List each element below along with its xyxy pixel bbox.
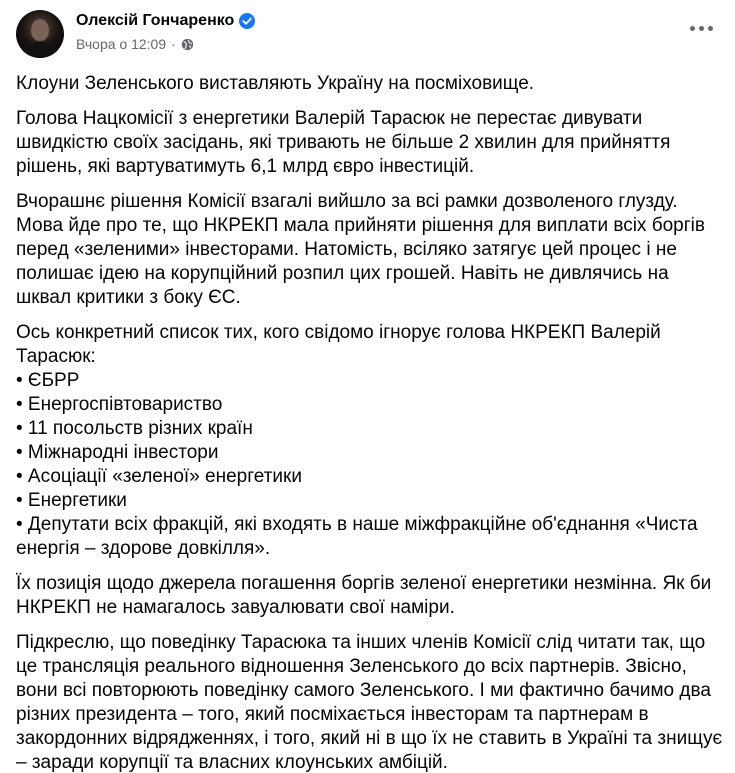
text-line: різних президента – того, який посміхається інвесторам та партнерам в (16, 704, 649, 725)
post-timestamp[interactable]: Вчора о 12:09 (76, 36, 167, 52)
verified-badge-icon (239, 13, 255, 29)
text-line: Підкреслю, що поведінку Тарасюка та інших членів Комісії слід читати так, що (16, 632, 706, 653)
text-line: Тарасюк: (16, 346, 96, 367)
avatar-face (31, 19, 49, 41)
list-item: • Міжнародні інвестори (16, 442, 219, 463)
more-dot (690, 26, 695, 31)
post-meta (76, 36, 194, 52)
list-item: • Асоціації «зеленої» енергетики (16, 466, 302, 487)
text-line: Голова Нацкомісії з енергетики Валерій Тарасюк не перестає дивувати (16, 108, 643, 129)
paragraph-2 (16, 107, 726, 179)
paragraph-6 (16, 631, 726, 773)
more-horizontal-icon[interactable] (683, 16, 719, 40)
paragraph-4 (16, 321, 726, 561)
author-name[interactable]: Олексій Гончаренко (76, 12, 235, 29)
text-line: це трансляція реального відношення Зеленського до всіх партнерів. Звісно, (16, 656, 687, 677)
text-line: – заради корупції та власних клоунських амбіцій. (16, 752, 448, 773)
text-line: рішень, які вартуватимуть 6,1 млрд євро інвестицій. (16, 156, 475, 177)
author-line (76, 12, 255, 30)
list-item: • Енергоспівтовариство (16, 394, 223, 415)
avatar-shoulders (20, 42, 60, 58)
text-line: Мова йде про те, що НКРЕКП мала прийняти рішення для виплати всіх боргів (16, 215, 705, 236)
list-item: • Депутати всіх фракцій, які входять в наше міжфракційне об'єднання «Чиста (16, 514, 698, 535)
text-line: вони всі повторюють поведінку самого Зеленського. І ми фактично бачимо два (16, 680, 711, 701)
ignored-parties-list (16, 369, 726, 561)
text-line: Ось конкретний список тих, кого свідомо ігнорує голова НКРЕКП Валерій (16, 322, 661, 343)
post-header (16, 10, 719, 58)
list-item: енергія – здорове довкілля». (16, 538, 271, 559)
text-line: НКРЕКП не намагалось завуалювати свої наміри. (16, 597, 455, 618)
paragraph-1 (16, 72, 726, 96)
author-avatar[interactable] (16, 10, 64, 58)
globe-icon[interactable] (181, 38, 194, 51)
list-item: • Енергетики (16, 490, 127, 511)
more-dot (699, 26, 704, 31)
text-line: Клоуни Зеленського виставляють Україну на посміховище. (16, 73, 535, 94)
text-line: швидкістю своїх засідань, які тривають не більше 2 хвилин для прийняття (16, 132, 671, 153)
paragraph-5 (16, 572, 726, 620)
text-line: закордонних відрядженнях, і того, який ні в що їх не ставить в Україні та знищує (16, 728, 723, 749)
meta-separator: · (171, 36, 176, 52)
text-line: шквал критики з боку ЄС. (16, 287, 241, 308)
list-item: • 11 посольств різних країн (16, 418, 253, 439)
post-body (16, 72, 726, 773)
paragraph-3 (16, 190, 726, 310)
list-item: • ЄБРР (16, 370, 80, 391)
text-line: перед «зеленими» інвесторами. Натомість, всіляко затягує цей процес і не (16, 239, 677, 260)
text-line: Їх позиція щодо джерела погашення боргів зеленої енергетики незмінна. Як би (16, 573, 712, 594)
text-line: Вчорашнє рішення Комісії взагалі вийшло за всі рамки дозволеного глузду. (16, 191, 678, 212)
more-dot (708, 26, 713, 31)
text-line: полишає ідею на корупційний розпил цих грошей. Навіть не дивлячись на (16, 263, 669, 284)
